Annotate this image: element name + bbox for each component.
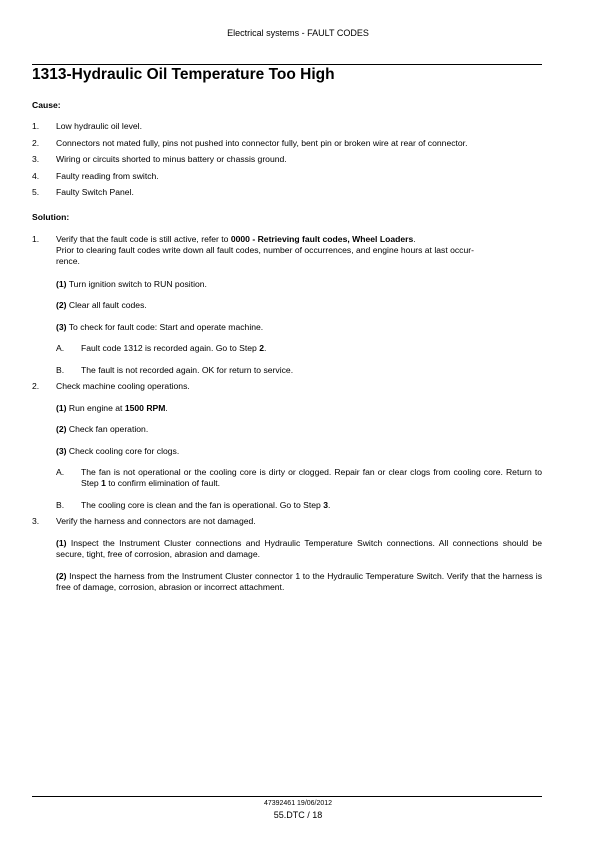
step-number: 2.	[32, 381, 40, 391]
substep-text-post: .	[165, 403, 168, 413]
cause-text: Low hydraulic oil level.	[56, 121, 142, 131]
option-label: A.	[56, 343, 65, 353]
step-text-pre: Verify that the fault code is still active, refer to	[56, 234, 231, 244]
cause-text: Faulty reading from switch.	[56, 171, 159, 181]
page-header: Electrical systems - FAULT CODES	[227, 28, 369, 38]
reference-link[interactable]: 0000 - Retrieving fault codes, Wheel Loaders	[230, 234, 414, 244]
substep	[56, 279, 542, 290]
step-text-post: .	[413, 234, 416, 244]
substep-tag: (1)	[56, 279, 67, 289]
step-text: Verify the harness and connectors are not damaged.	[56, 516, 256, 526]
rpm-value: 1500 RPM	[124, 403, 166, 413]
option-text-post: to confirm elimination of fault.	[105, 478, 221, 488]
option-text	[81, 500, 542, 511]
option-text-pre: The cooling core is clean and the fan is operational. Go to Step	[81, 500, 324, 510]
cause-number: 2.	[32, 138, 40, 148]
cause-text: Connectors not mated fully, pins not pushed into connector fully, bent pin or broken wire at rear of connector.	[56, 138, 468, 148]
cause-text: Wiring or circuits shorted to minus battery or chassis ground.	[56, 154, 287, 164]
option-text-post: .	[263, 343, 267, 353]
substep	[56, 571, 542, 593]
substep	[56, 446, 542, 457]
header-rule	[32, 64, 542, 65]
substep-text: Turn ignition switch to RUN position.	[66, 279, 207, 289]
substep-text: Inspect the Instrument Cluster connections and Hydraulic Temperature Switch connections. All connections should be secure, tight, free of corrosion, abrasion and damage.	[56, 538, 542, 559]
option-text-post: .	[328, 500, 331, 510]
step-text: Check machine cooling operations.	[56, 381, 190, 391]
substep-tag: (3)	[56, 446, 67, 456]
substep-text: To check for fault code: Start and operate machine.	[66, 322, 264, 332]
option-text-pre: The fan is not operational or the cooling core is dirty or clogged. Repair fan or clear clogs from cooling core. Return to Step	[81, 467, 542, 488]
step-ref: 2	[259, 343, 264, 353]
substep	[56, 538, 542, 560]
substep-tag: (2)	[56, 571, 67, 581]
substep	[56, 322, 542, 333]
substep-text: Inspect the harness from the Instrument Cluster connector 1 to the Hydraulic Temperature Switch. Verify that the harness is free of damage, corrosion, abrasion or incorrect attachment.	[56, 571, 542, 592]
option-text	[81, 343, 542, 354]
step-number: 3.	[32, 516, 40, 526]
step-note-line: rence.	[56, 256, 80, 266]
substep-tag: (1)	[56, 403, 67, 413]
option-label: B.	[56, 365, 65, 375]
substep	[56, 403, 542, 414]
solution-heading: Solution:	[32, 212, 70, 222]
footer-page-number: 55.DTC / 18	[273, 810, 323, 820]
option-label: B.	[56, 500, 65, 510]
substep-tag: (2)	[56, 300, 67, 310]
cause-text: Faulty Switch Panel.	[56, 187, 134, 197]
step-ref: 3	[323, 500, 328, 510]
cause-number: 5.	[32, 187, 40, 197]
substep-tag: (2)	[56, 424, 67, 434]
cause-number: 1.	[32, 121, 40, 131]
substep-text: Clear all fault codes.	[66, 300, 147, 310]
cause-number: 3.	[32, 154, 40, 164]
step-text	[56, 234, 542, 267]
page-title: 1313-Hydraulic Oil Temperature Too High	[32, 66, 335, 83]
step-note-line: Prior to clearing fault codes write down all fault codes, number of occurrences, and engine hours at last occur-	[56, 245, 474, 255]
step-ref: 1	[101, 478, 106, 488]
substep	[56, 300, 542, 311]
substep-tag: (3)	[56, 322, 67, 332]
footer-rule	[32, 796, 542, 797]
substep-tag: (1)	[56, 538, 67, 548]
footer-document-id: 47392461 19/06/2012	[263, 800, 333, 807]
substep	[56, 424, 542, 435]
step-number: 1.	[32, 234, 40, 244]
option-label: A.	[56, 467, 65, 477]
cause-number: 4.	[32, 171, 40, 181]
option-text	[81, 467, 542, 489]
substep-text: Check cooling core for clogs.	[66, 446, 180, 456]
option-text-pre: Fault code 1312 is recorded again. Go to Step	[81, 343, 260, 353]
substep-text: Run engine at	[66, 403, 125, 413]
option-text: The fault is not recorded again. OK for return to service.	[81, 365, 294, 375]
substep-text: Check fan operation.	[66, 424, 149, 434]
cause-heading: Cause:	[32, 100, 61, 110]
